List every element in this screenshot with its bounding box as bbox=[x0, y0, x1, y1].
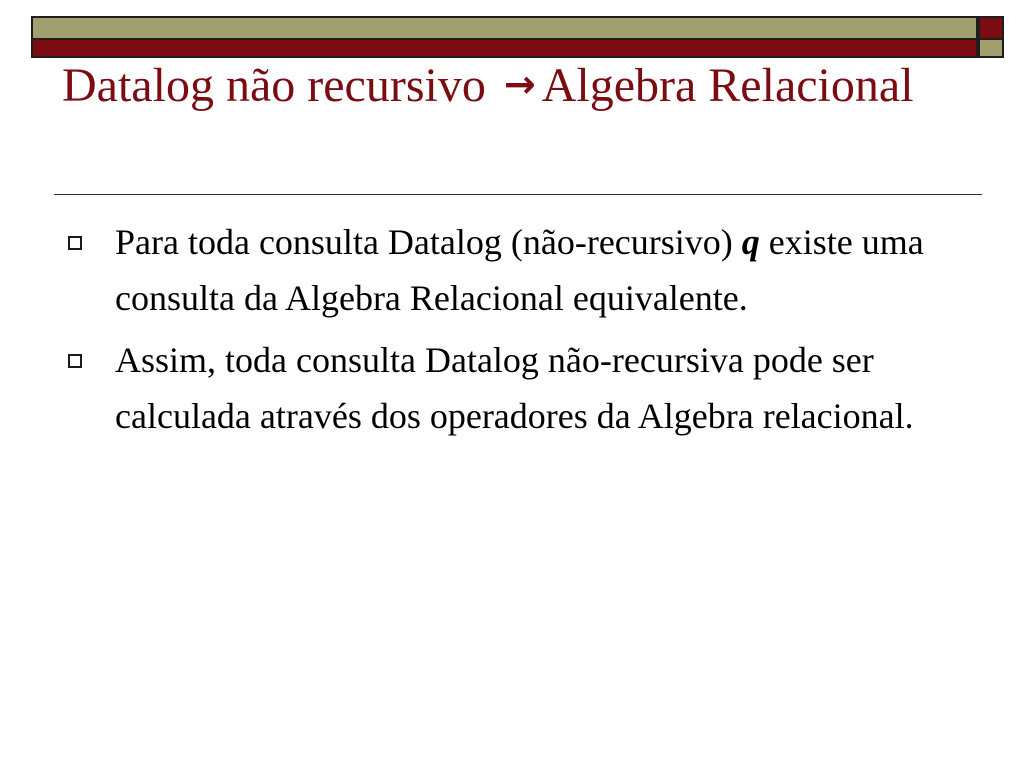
bullet-1-emphasis: q bbox=[741, 222, 760, 262]
title-divider bbox=[54, 194, 982, 195]
title-part-1: Datalog não recursivo bbox=[62, 59, 486, 112]
hollow-square-bullet-icon bbox=[68, 236, 82, 250]
hollow-square-bullet-icon bbox=[68, 354, 82, 368]
header-corner-maroon bbox=[978, 16, 1004, 40]
bullet-1-text-after: existe uma consulta da Algebra Relacional equivalente. bbox=[115, 222, 924, 318]
slide-title bbox=[62, 54, 962, 116]
header-banner-olive bbox=[31, 16, 978, 40]
bullet-list bbox=[62, 214, 962, 444]
bullet-item-1 bbox=[62, 214, 962, 326]
title-part-2: Algebra Relacional bbox=[541, 59, 914, 112]
bullet-2-text: Assim, toda consulta Datalog não-recursiva pode ser calculada através dos operadores da Algebra relacional. bbox=[115, 340, 914, 436]
right-arrow-icon: → bbox=[503, 62, 536, 106]
bullet-1-text-before: Para toda consulta Datalog (não-recursivo) bbox=[115, 222, 742, 262]
header-corner-olive bbox=[978, 40, 1004, 58]
bullet-item-2 bbox=[62, 332, 962, 444]
